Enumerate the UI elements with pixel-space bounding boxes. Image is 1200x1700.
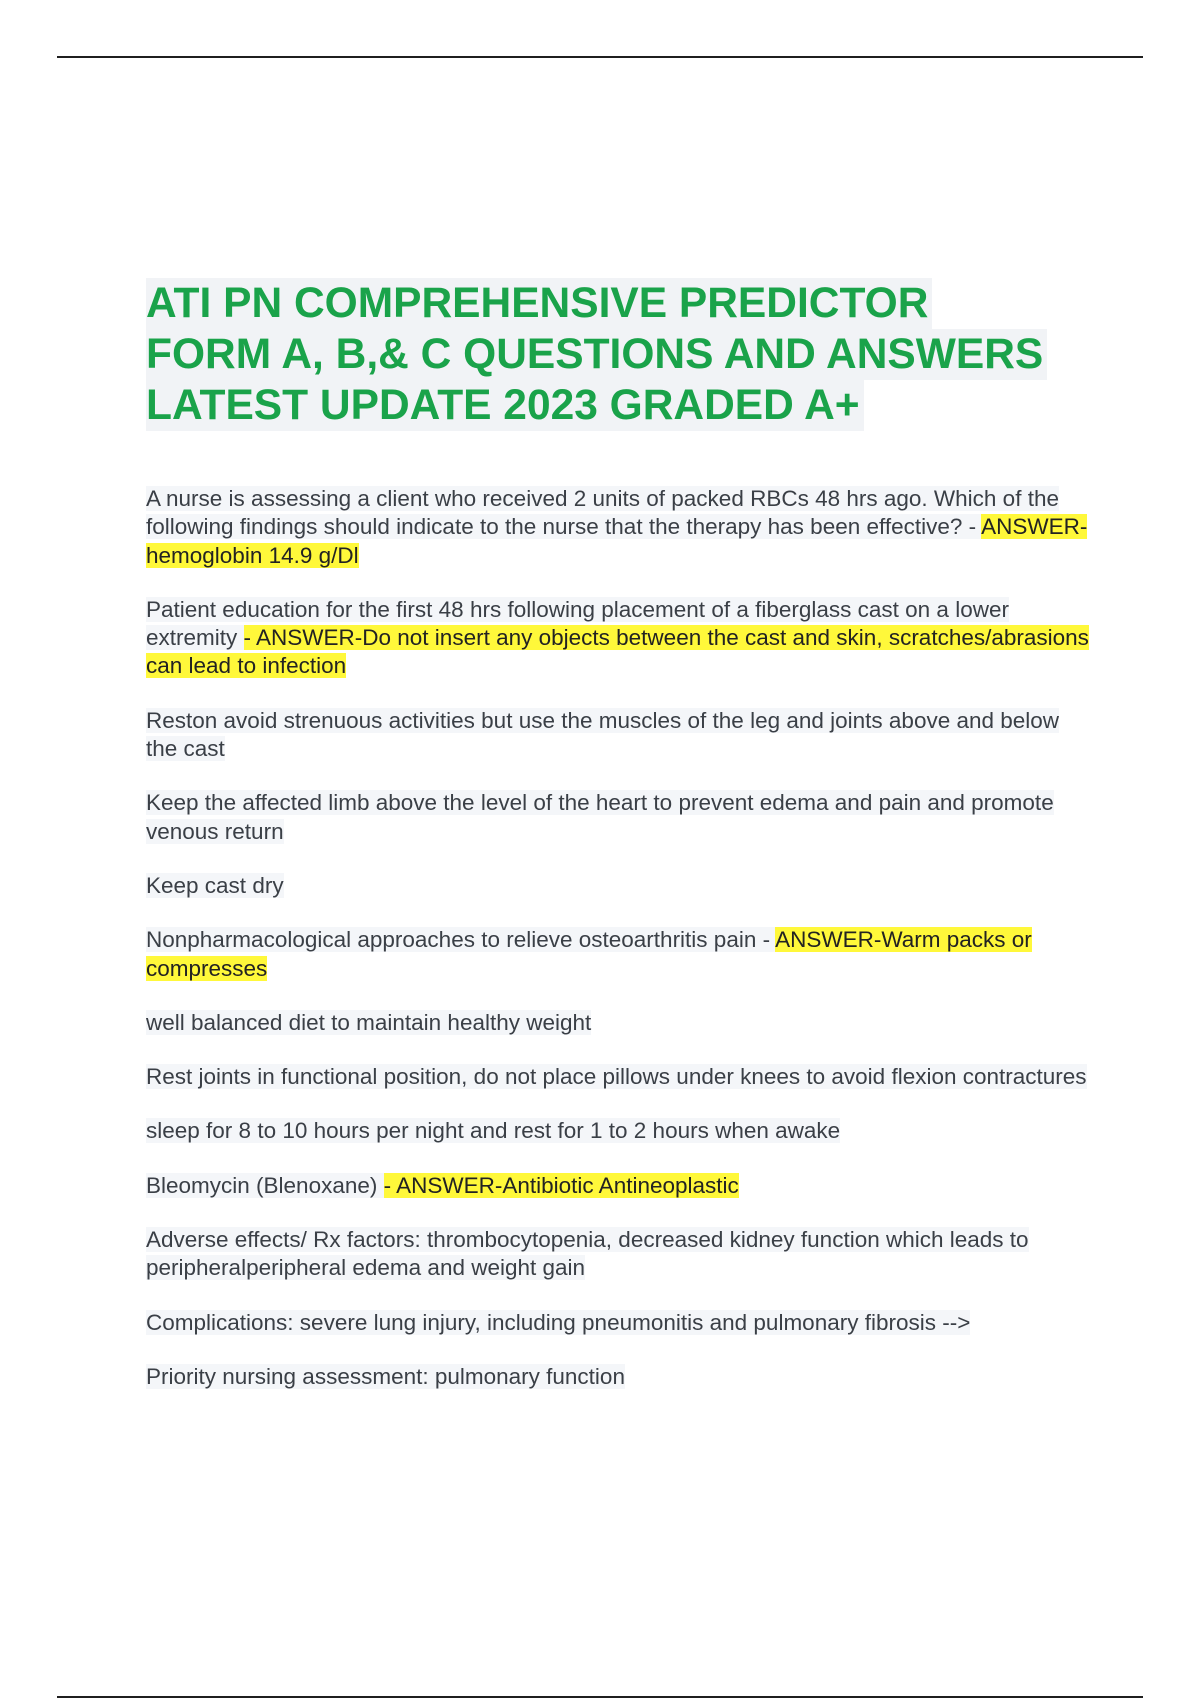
note-text: Rest joints in functional position, do not place pillows under knees to avoid flexion contractures bbox=[146, 1064, 1087, 1090]
highlighted-answer: - ANSWER-Do not insert any objects between the cast and skin, scratches/abrasions can lead to infection bbox=[146, 625, 1089, 679]
note-text: Keep cast dry bbox=[146, 872, 284, 898]
highlighted-answer: - ANSWER-Antibiotic Antineoplastic bbox=[383, 1172, 739, 1198]
title-line-2: FORM A, B,& C QUESTIONS AND ANSWERS bbox=[146, 329, 1047, 380]
title-line-1: ATI PN COMPREHENSIVE PREDICTOR bbox=[146, 278, 932, 329]
question-text: A nurse is assessing a client who received 2 units of packed RBCs 48 hrs ago. Which of the following findings should indicate to the nurse that the therapy has been effective? - bbox=[146, 486, 1059, 540]
note-paragraph bbox=[146, 789, 1096, 846]
note-text: sleep for 8 to 10 hours per night and rest for 1 to 2 hours when awake bbox=[146, 1118, 841, 1144]
note-paragraph bbox=[146, 872, 1096, 900]
bottom-rule bbox=[57, 1696, 1143, 1698]
highlighted-answer: ANSWER-Warm packs or compresses bbox=[146, 927, 1032, 981]
top-rule bbox=[57, 56, 1143, 58]
highlighted-answer: ANSWER-hemoglobin 14.9 g/Dl bbox=[146, 514, 1088, 568]
note-text: well balanced diet to maintain healthy weight bbox=[146, 1009, 592, 1035]
note-text: Keep the affected limb above the level of the heart to prevent edema and pain and promote venous return bbox=[146, 790, 1054, 844]
document-body bbox=[146, 278, 1096, 1417]
note-text: Adverse effects/ Rx factors: thrombocytopenia, decreased kidney function which leads to peripheralperipheral edema and weight gain bbox=[146, 1227, 1029, 1281]
qa-item-fiberglass-cast bbox=[146, 596, 1096, 681]
qa-item-osteoarthritis bbox=[146, 926, 1096, 983]
note-text: Complications: severe lung injury, including pneumonitis and pulmonary fibrosis --> bbox=[146, 1309, 971, 1335]
note-text: Reston avoid strenuous activities but use the muscles of the leg and joints above and below the cast bbox=[146, 707, 1060, 762]
question-text: Bleomycin (Blenoxane) bbox=[146, 1172, 384, 1198]
note-text: Priority nursing assessment: pulmonary function bbox=[146, 1363, 625, 1389]
note-paragraph bbox=[146, 1117, 1096, 1145]
note-paragraph bbox=[146, 1009, 1096, 1037]
qa-item-rbc-transfusion bbox=[146, 485, 1096, 570]
qa-item-bleomycin bbox=[146, 1172, 1096, 1200]
note-paragraph bbox=[146, 1063, 1096, 1091]
question-text: Nonpharmacological approaches to relieve osteoarthritis pain - bbox=[146, 927, 776, 953]
title-line-3: LATEST UPDATE 2023 GRADED A+ bbox=[146, 380, 864, 431]
question-text: Patient education for the first 48 hrs following placement of a fiberglass cast on a lower extremity bbox=[146, 596, 1009, 651]
note-paragraph bbox=[146, 1363, 1096, 1391]
note-paragraph bbox=[146, 1309, 1096, 1337]
note-paragraph bbox=[146, 1226, 1096, 1283]
note-paragraph bbox=[146, 707, 1096, 764]
document-title bbox=[146, 278, 1096, 431]
